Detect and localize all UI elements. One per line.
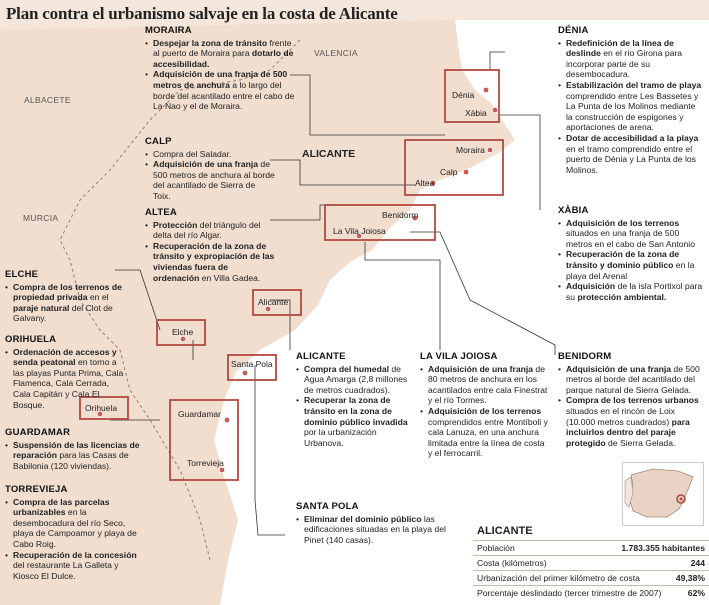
bullet-list [296, 514, 461, 546]
bullet-text: las edificaciones situadas en la playa del Pinet (140 casas). [304, 513, 446, 545]
place-elche: Elche [172, 327, 194, 337]
bullet-bold-text: Recuperación de la zona de tránsito y expropiación de las viviendas fuera de ordenación [153, 240, 275, 283]
place-denia: Dénia [452, 90, 475, 100]
bullet-item [558, 281, 703, 302]
bullet-text: de Agua Amarga (2,8 millones de metros cuadrados). [304, 363, 408, 395]
bullet-bold-text: Despejar la zona de tránsito [153, 37, 268, 48]
bullet-text: situados en el rincón de Loix (10.000 metros cuadrados) [566, 405, 675, 427]
bullet-text: del triángulo del delta del río Algar. [153, 219, 261, 241]
xabia-block [558, 206, 703, 302]
bullet-text: en la desembocadura del río Seco, playa de Campoamor y playa de Cabo Roig. [13, 507, 137, 549]
bullet-text: en torno a las playas Punta Prima, Cala Flamenca, Cala Cerrada, Cala Capitán y Cala El Bosque. [13, 357, 124, 410]
bullet-text: de 500 metros al borde del acantilado del parque natural de Sierra Gelada. [566, 363, 700, 395]
bullet-list [5, 282, 123, 324]
bullet-text: en el tramo comprendido entre el puerto de Dénia y La Punta de los Molinos. [566, 143, 696, 175]
bullet-text: del restaurante La Galleta y Kiosco El Dulce. [13, 560, 119, 581]
bullet-list [5, 440, 145, 472]
elche-heading: ELCHE [5, 269, 39, 280]
bullet-item [296, 364, 408, 396]
region-murcia: MURCIA [23, 213, 59, 223]
place-torrevieja: Torrevieja [187, 458, 224, 468]
bullet-bold-text: Adquisición de una franja de 500 metros de anchura [153, 69, 288, 90]
bullet-text: por la urbanización Urbanova. [304, 427, 377, 448]
bullet-text: en Villa Gadea. [199, 272, 261, 283]
elche-block [5, 270, 123, 324]
bullet-text: para las Casas de Babilonia (120 viviendas). [13, 450, 129, 471]
bullet-item [145, 149, 275, 160]
bullet-bold-text: Adquisición de una franja [566, 363, 672, 374]
bullet-text: en la playa del Arenal [566, 259, 695, 281]
altea-heading: ALTEA [145, 207, 177, 218]
bullet-bold-text: Adquisición de una franja [428, 363, 534, 374]
bullet-list [558, 38, 703, 176]
bullet-bold-text: Estabilización del tramo de playa [566, 79, 702, 90]
bullet-list [145, 38, 295, 112]
bullet-item [558, 364, 703, 396]
guardamar-heading: GUARDAMAR [5, 427, 71, 438]
santa-pola-heading: SANTA POLA [296, 501, 359, 512]
bullet-bold-text: Dotar de accesibilidad a la playa [566, 132, 699, 143]
bullet-text: de la isla Portixol para su [566, 281, 703, 302]
bullet-bold-text: Redefinición de la línea de deslinde [566, 37, 674, 59]
bullet-item [558, 80, 703, 133]
stats-value: 49,38% [675, 573, 705, 583]
calp-heading: CALP [145, 136, 172, 147]
bullet-bold-text: Adquisición de los terrenos [428, 405, 542, 416]
spain-inset-map [622, 462, 704, 526]
region-albacete: ALBACETE [24, 95, 71, 105]
torrevieja-block [5, 485, 140, 581]
bullet-text: comprendidos entre Montíboli y cala Lanuza, en una anchura limitada entre la línea de costa y el ferrocarril. [428, 416, 548, 459]
bullet-bold-text: Adquisición de los terrenos [566, 217, 680, 228]
bullet-text: comprendido entre Les Bassetes y La Punta de los Molinos mediante la construcción de espigones y aportaciones de arena. [566, 90, 699, 133]
vila-joiosa-heading: LA VILA JOIOSA [420, 351, 498, 362]
stats-panel [473, 525, 709, 600]
bullet-item [145, 38, 295, 70]
bullet-text: a lo largo del borde del acantilado entre el cabo de La Nao y el de Moraira. [153, 79, 295, 112]
xabia-heading: XÀBIA [558, 205, 589, 216]
alicante-block [296, 352, 408, 448]
benidorm-heading: BENIDORM [558, 351, 612, 362]
place-guardamar: Guardamar [178, 409, 221, 419]
bullet-item [296, 395, 408, 448]
denia-heading: DÉNIA [558, 25, 589, 36]
stats-heading: ALICANTE [477, 525, 533, 537]
bullet-list [145, 149, 275, 202]
bullet-bold-text: Suspensión de las licencias de reparación [13, 439, 140, 461]
stats-row [473, 555, 709, 570]
bullet-text: situados en una franja de 500 metros en el cabo de San Antonio [566, 228, 695, 249]
bullet-bold-text: Ordenación de accesos y senda peatonal [13, 346, 117, 368]
place-alicante: Alicante [258, 297, 289, 307]
benidorm-block [558, 352, 703, 448]
bullet-list [5, 497, 140, 582]
santa-pola-block [296, 502, 461, 545]
bullet-text: de 500 metros de anchura al borde del acantilado de Sierra de Toix. [153, 159, 275, 201]
bullet-text: de 80 metros de anchura en los acantilados entre cala Finestrat y el río Tormes. [428, 363, 548, 406]
bullet-item [558, 249, 703, 281]
place-xabia: Xàbia [465, 108, 487, 118]
bullet-text: en el [87, 292, 109, 303]
place-calp: Calp [440, 167, 458, 177]
guardamar-block [5, 428, 145, 471]
bullet-bold-text: Compra del humedal [304, 363, 389, 374]
stats-label: Costa (kilómetros) [477, 558, 547, 568]
orihuela-block [5, 335, 125, 410]
orihuela-heading: ORIHUELA [5, 334, 57, 345]
calp-block [145, 137, 275, 202]
stats-label: Porcentaje deslindado (tercer trimestre de 2007) [477, 588, 662, 598]
bullet-item [145, 159, 275, 201]
bullet-list [558, 218, 703, 303]
bullet-bold-text: Eliminar del dominio público [304, 513, 422, 524]
page-title: Plan contra el urbanismo salvaje en la costa de Alicante [6, 4, 398, 23]
bullet-text: Compra del Saladar. [153, 148, 232, 159]
stats-label: Población [477, 543, 515, 553]
spain-outline-icon [623, 463, 703, 525]
stats-row [473, 570, 709, 585]
bullet-bold-text: protección ambiental. [577, 291, 667, 302]
bullet-item [5, 347, 125, 411]
bullet-item [145, 241, 275, 283]
bullet-bold-text: paraje natural [13, 302, 70, 313]
altea-block [145, 208, 275, 283]
bullet-item [558, 133, 703, 175]
bullet-list [558, 364, 703, 449]
bullet-item [558, 395, 703, 448]
bullet-item [558, 38, 703, 80]
bullet-bold-text: para incluirlos dentro del paraje protegido [566, 416, 690, 448]
torrevieja-heading: TORREVIEJA [5, 484, 68, 495]
stats-row [473, 585, 709, 600]
place-benidorm: Benidorm [382, 210, 419, 220]
stats-value: 62% [687, 588, 705, 598]
stats-value: 244 [690, 558, 705, 568]
bullet-bold-text: Adquisición de una franja [153, 159, 259, 170]
bullet-list [296, 364, 408, 449]
bullet-item [558, 218, 703, 250]
bullet-bold-text: Compra de los terrenos urbanos [566, 395, 699, 406]
bullet-item [296, 514, 461, 546]
moraira-block [145, 26, 295, 112]
region-valencia: VALENCIA [314, 48, 358, 58]
bullet-bold-text: Recuperación de la concesión [13, 549, 137, 560]
bullet-bold-text: Recuperación de la zona de tránsito y dominio público [566, 249, 680, 270]
bullet-item [5, 497, 140, 550]
place-altea: Altea [415, 178, 435, 188]
place-orihuela: Orihuela [85, 403, 118, 413]
place-moraira: Moraira [456, 145, 485, 155]
bullet-bold-text: Compra de las parcelas urbanizables [13, 496, 110, 518]
bullet-bold-text: Adquisición [566, 281, 616, 292]
bullet-list [420, 364, 548, 459]
bullet-list [145, 220, 275, 284]
place-santa-pola: Santa Pola [231, 359, 273, 369]
stats-value: 1.783.355 habitantes [621, 543, 705, 553]
bullet-text: de Sierra Gelada. [605, 437, 676, 448]
place-vila-joiosa: La Vila Joiosa [333, 226, 386, 236]
bullet-text: del Clot de Galvany. [13, 302, 113, 324]
bullet-bold-text: Compra de los terrenos de propiedad privada [13, 281, 122, 303]
bullet-text: en el río Girona para incorporar parte de su desembocadura. [566, 48, 683, 80]
bullet-bold-text: dotarlo de accesibilidad. [153, 48, 294, 69]
stats-row [473, 540, 709, 555]
denia-block [558, 26, 703, 175]
bullet-item [420, 406, 548, 459]
bullet-item [145, 220, 275, 241]
alicante-heading: ALICANTE [296, 351, 346, 362]
bullet-bold-text: Recuperar la zona de tránsito en la zona de dominio público invadida [304, 395, 408, 427]
bullet-list [5, 347, 125, 411]
bullet-item [420, 364, 548, 406]
bullet-item [5, 440, 145, 472]
bullet-item [145, 69, 295, 111]
stats-label: Urbanización del primer kilómetro de costa [477, 573, 640, 583]
vila-joiosa-block [420, 352, 548, 459]
bullet-text: frente al puerto de Moraira para [153, 37, 292, 59]
bullet-bold-text: Protección [153, 219, 198, 230]
bullet-item [5, 282, 123, 324]
moraira-heading: MORAIRA [145, 25, 192, 36]
region-alicante: ALICANTE [302, 148, 356, 160]
bullet-item [5, 550, 140, 582]
